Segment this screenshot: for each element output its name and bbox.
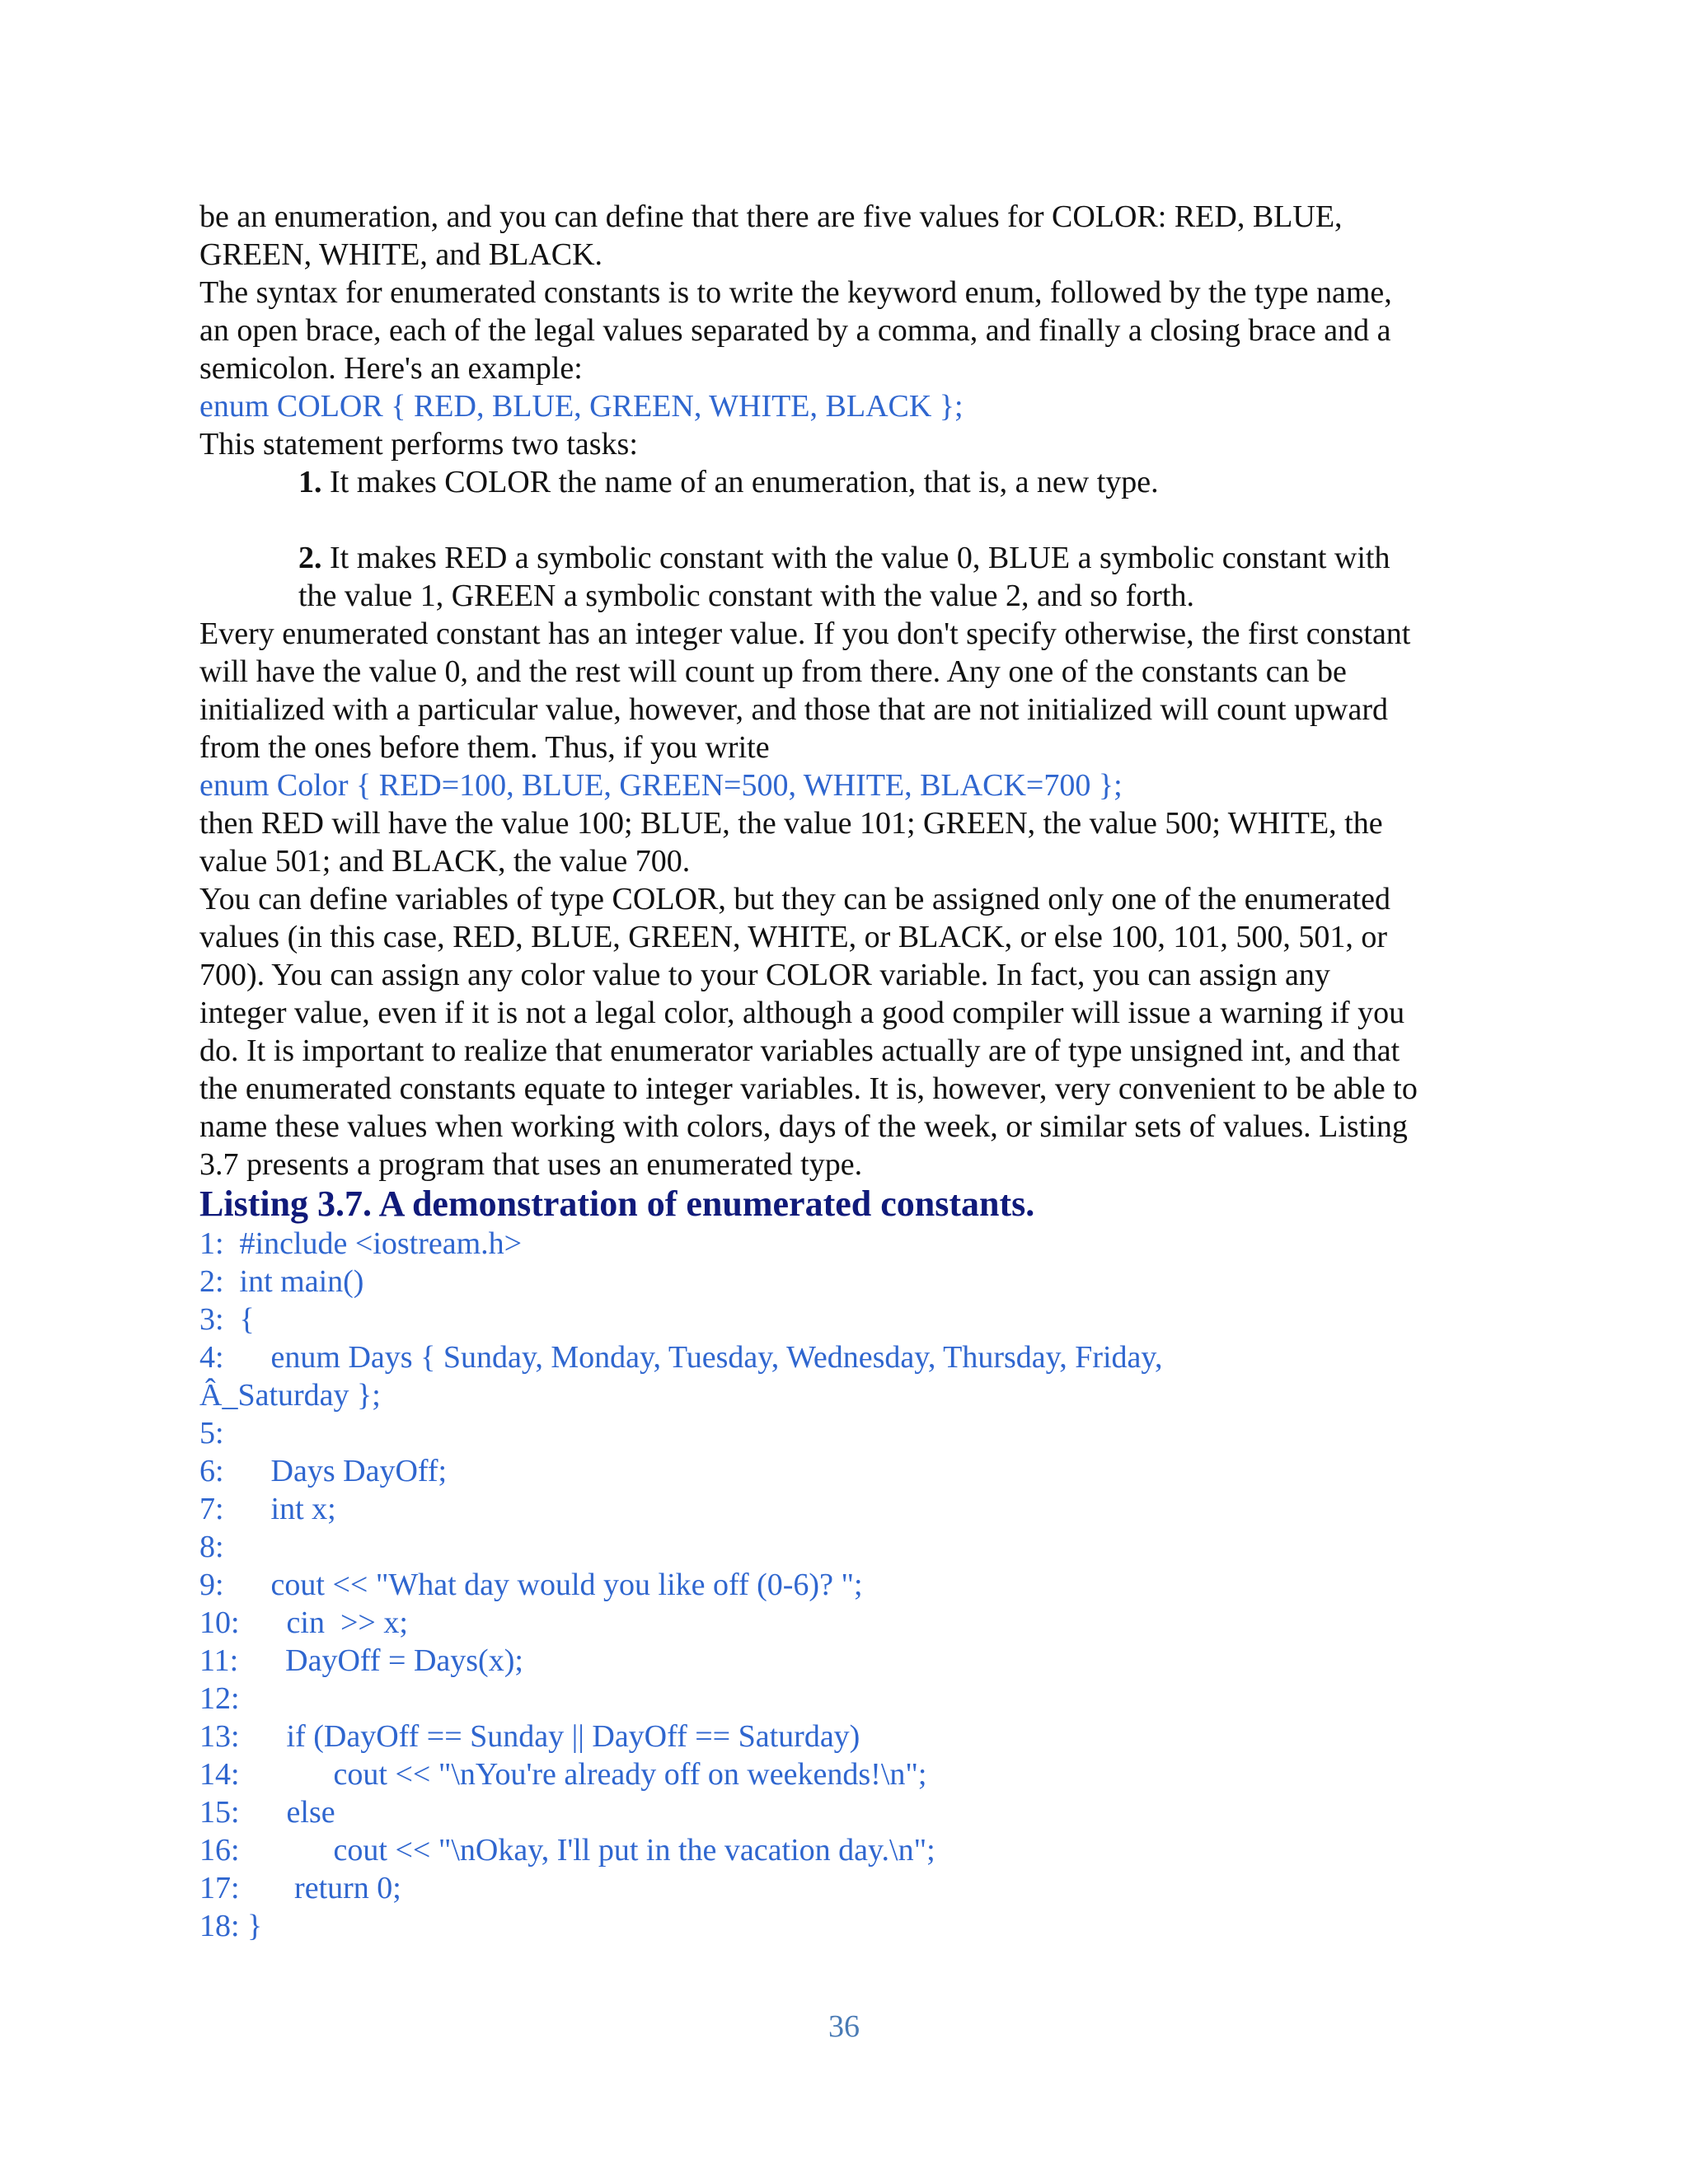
paragraph-variables — [199, 880, 1502, 1183]
code-line: 15: else — [199, 1795, 335, 1830]
text-line: then RED will have the value 100; BLUE, the value 101; GREEN, the value 500; WHITE, the — [199, 806, 1383, 841]
page-number: 36 — [828, 2009, 860, 2044]
text-line: do. It is important to realize that enumerator variables actually are of type unsigned int, and that — [199, 1033, 1400, 1068]
text-line: name these values when working with colors, days of the week, or similar sets of values. Listing — [199, 1109, 1408, 1144]
paragraph-values-result — [199, 804, 1502, 880]
code-line: 10: cin >> x; — [199, 1605, 408, 1640]
listing-title: Listing 3.7. A demonstration of enumerated constants. — [199, 1183, 1035, 1224]
task-text: It makes COLOR the name of an enumeration, that is, a new type. — [330, 465, 1159, 499]
text-line: an open brace, each of the legal values separated by a comma, and finally a closing brace and a — [199, 313, 1391, 348]
text-line: 700). You can assign any color value to your COLOR variable. In fact, you can assign any — [199, 958, 1330, 992]
code-line: 5: — [199, 1416, 224, 1451]
code-line: 17: return 0; — [199, 1871, 401, 1905]
text-line: be an enumeration, and you can define that there are five values for COLOR: RED, BLUE, — [199, 199, 1343, 234]
code-example-enum-color-values: enum Color { RED=100, BLUE, GREEN=500, WHITE, BLACK=700 }; — [199, 768, 1123, 803]
code-line: 8: — [199, 1530, 224, 1564]
code-line: 11: DayOff = Days(x); — [199, 1643, 523, 1678]
text-line: from the ones before them. Thus, if you write — [199, 730, 770, 765]
code-line: 3: { — [199, 1302, 255, 1337]
paragraph-integer-values — [199, 615, 1502, 766]
code-line: 2: int main() — [199, 1264, 364, 1299]
text-line: You can define variables of type COLOR, but they can be assigned only one of the enumerated — [199, 882, 1391, 916]
code-line: 14: cout << "\nYou're already off on weekends!\n"; — [199, 1757, 927, 1792]
task-text: It makes RED a symbolic constant with the value 0, BLUE a symbolic constant with — [330, 541, 1390, 575]
code-line: 13: if (DayOff == Sunday || DayOff == Saturday) — [199, 1719, 860, 1754]
code-line: 12: — [199, 1681, 240, 1716]
text-line: The syntax for enumerated constants is to write the keyword enum, followed by the type name, — [199, 275, 1392, 310]
task-item-2 — [199, 539, 1502, 615]
intro-paragraph — [199, 198, 1502, 387]
text-line: integer value, even if it is not a legal color, although a good compiler will issue a warning if you — [199, 996, 1405, 1030]
text-line: 3.7 presents a program that uses an enumerated type. — [199, 1147, 863, 1182]
text-line: values (in this case, RED, BLUE, GREEN, WHITE, or BLACK, or else 100, 101, 500, 501, or — [199, 920, 1387, 954]
page-content — [199, 198, 1502, 1945]
code-line: 6: Days DayOff; — [199, 1454, 448, 1488]
task-number: 2. — [298, 541, 322, 575]
code-line: 18: } — [199, 1909, 263, 1943]
text-line: semicolon. Here's an example: — [199, 351, 583, 386]
code-line: 16: cout << "\nOkay, I'll put in the vacation day.\n"; — [199, 1833, 935, 1868]
text-line: will have the value 0, and the rest will count up from there. Any one of the constants can be — [199, 654, 1347, 689]
code-listing — [199, 1225, 1502, 1945]
tasks-intro: This statement performs two tasks: — [199, 427, 638, 462]
code-line: 1: #include <iostream.h> — [199, 1226, 523, 1261]
task-text: the value 1, GREEN a symbolic constant with the value 2, and so forth. — [298, 579, 1194, 613]
code-line: 7: int x; — [199, 1492, 336, 1526]
text-line: GREEN, WHITE, and BLACK. — [199, 237, 603, 272]
blank-line — [199, 501, 1502, 539]
task-item-1 — [199, 463, 1502, 501]
text-line: initialized with a particular value, however, and those that are not initialized will count upward — [199, 692, 1388, 727]
code-line: 4: enum Days { Sunday, Monday, Tuesday, Wednesday, Thursday, Friday, — [199, 1340, 1163, 1375]
code-example-enum-color: enum COLOR { RED, BLUE, GREEN, WHITE, BLACK }; — [199, 389, 964, 424]
text-line: the enumerated constants equate to integer variables. It is, however, very convenient to be able to — [199, 1071, 1418, 1106]
text-line: value 501; and BLACK, the value 700. — [199, 844, 691, 879]
code-line: Â_Saturday }; — [199, 1378, 381, 1413]
task-number: 1. — [298, 465, 322, 499]
text-line: Every enumerated constant has an integer value. If you don't specify otherwise, the first constant — [199, 616, 1411, 651]
code-line: 9: cout << "What day would you like off (0-6)? "; — [199, 1568, 863, 1602]
